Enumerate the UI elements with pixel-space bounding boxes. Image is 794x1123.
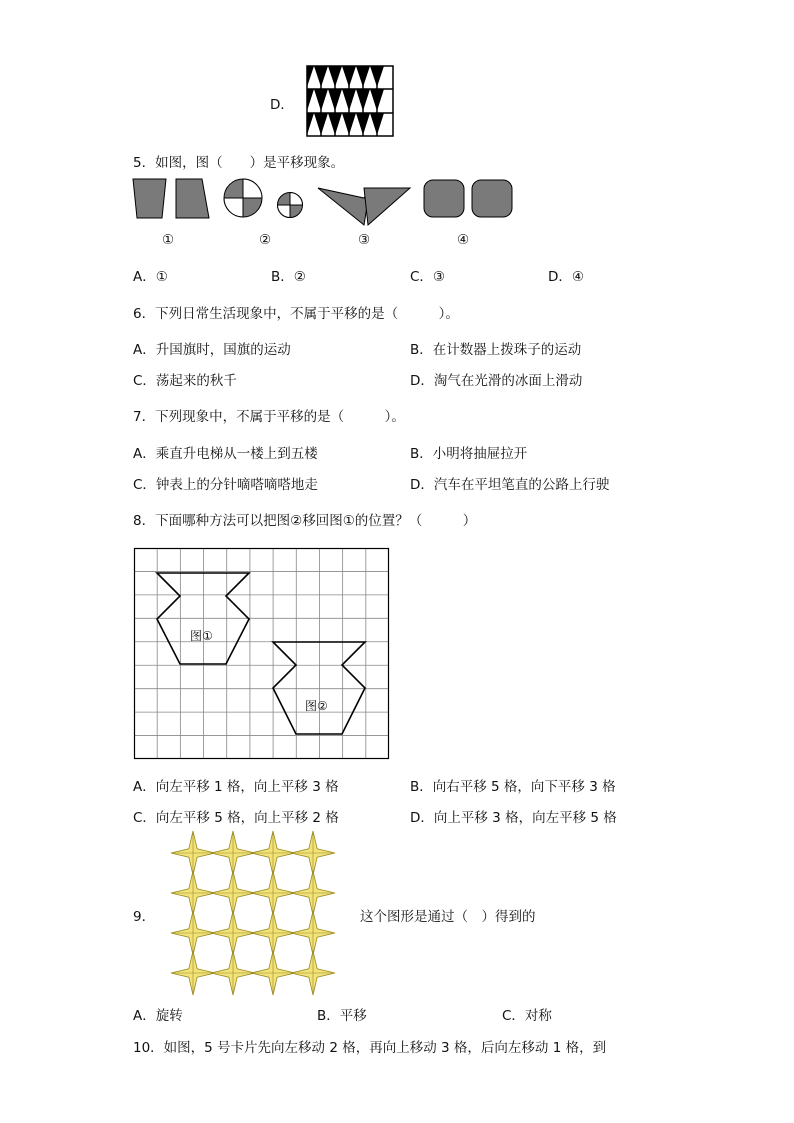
shape-2	[273, 642, 365, 734]
q9-stem: 这个图形是通过（ ）得到的	[360, 909, 536, 925]
q7-option-d[interactable]: D．汽车在平坦笔直的公路上行驶	[410, 477, 610, 493]
q9-number: 9．	[133, 909, 156, 925]
q5-figure-label-3: ③	[358, 232, 371, 248]
q5-option-a[interactable]: A．①	[133, 269, 168, 285]
q9-option-b[interactable]: B．平移	[317, 1008, 367, 1024]
q6-option-a[interactable]: A．升国旗时，国旗的运动	[133, 342, 291, 358]
q9-option-c[interactable]: C．对称	[502, 1008, 552, 1024]
q5-option-d[interactable]: D．④	[548, 269, 584, 285]
q8-option-c[interactable]: C．向左平移 5 格，向上平移 2 格	[133, 810, 339, 826]
option-d-label: D．	[270, 97, 294, 113]
q5-figures	[132, 178, 522, 220]
triangle-tiling-figure	[307, 66, 393, 136]
q7-stem: 7．下列现象中，不属于平移的是（ ）。	[133, 409, 405, 425]
star-pattern-figure	[173, 833, 333, 993]
q9-option-a[interactable]: A．旋转	[133, 1008, 183, 1024]
q6-option-b[interactable]: B．在计数器上拨珠子的运动	[410, 342, 582, 358]
q8-stem: 8．下面哪种方法可以把图②移回图①的位置？（ ）	[133, 513, 477, 529]
q7-option-a[interactable]: A．乘直升电梯从一楼上到五楼	[133, 446, 318, 462]
shape-1-label: 图①	[190, 629, 213, 643]
q8-option-b[interactable]: B．向右平移 5 格，向下平移 3 格	[410, 779, 616, 795]
q7-option-b[interactable]: B．小明将抽屉拉开	[410, 446, 528, 462]
q5-figure-label-1: ①	[162, 232, 175, 248]
q5-option-c[interactable]: C．③	[410, 269, 446, 285]
q7-option-c[interactable]: C．钟表上的分针嘀嗒嘀嗒地走	[133, 477, 318, 493]
q5-figure-label-2: ②	[259, 232, 272, 248]
q5-stem: 5．如图，图（ ）是平移现象。	[133, 155, 345, 171]
shape-2-label: 图②	[305, 699, 328, 713]
q5-option-b[interactable]: B．②	[271, 269, 306, 285]
q8-grid-figure	[134, 548, 389, 759]
q6-option-c[interactable]: C．荡起来的秋千	[133, 373, 237, 389]
q6-option-d[interactable]: D．淘气在光滑的冰面上滑动	[410, 373, 583, 389]
q10-stem: 10．如图，5 号卡片先向左移动 2 格，再向上移动 3 格，后向左移动 1 格，到	[133, 1040, 607, 1056]
q8-option-d[interactable]: D．向上平移 3 格，向左平移 5 格	[410, 810, 617, 826]
q5-figure-label-4: ④	[457, 232, 470, 248]
q6-stem: 6．下列日常生活现象中，不属于平移的是（ ）。	[133, 306, 459, 322]
q8-option-a[interactable]: A．向左平移 1 格，向上平移 3 格	[133, 779, 339, 795]
